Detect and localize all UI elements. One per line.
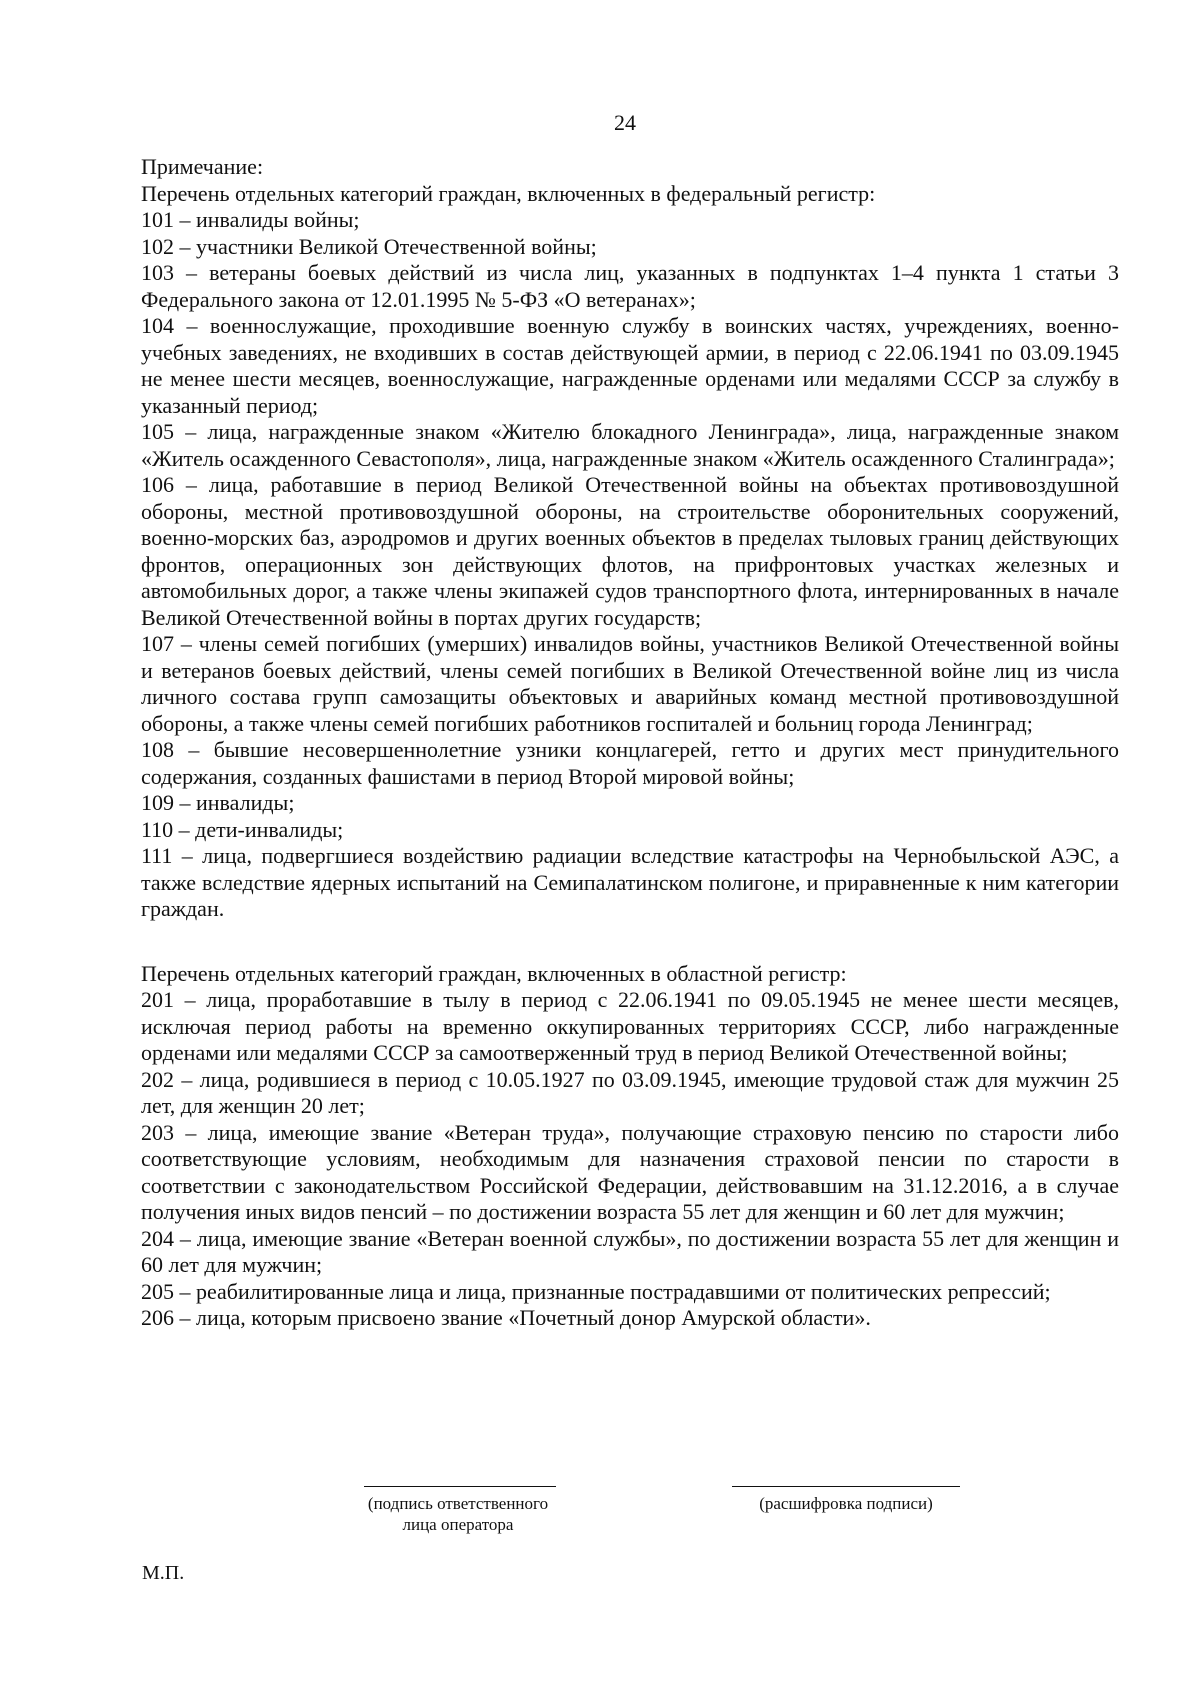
list-item-106: 106 – лица, работавшие в период Великой Отечественной войны на объектах противовоздушной обороны, местной противовоздушной обороны, на строительстве оборонительных сооружений, военно-морских баз, аэродромов и других военных объектов в пределах тыловых границ действующих фронтов, операционных зон действующих флотов, на прифронтовых участках железных и автомобильных дорог, а также члены экипажей судов транспортного флота, интернированных в начале Великой Отечественной войны в портах других государств;: [141, 472, 1119, 630]
list-item-204: 204 – лица, имеющие звание «Ветеран военной службы», по достижении возраста 55 лет для женщин и 60 лет для мужчин;: [141, 1225, 1119, 1277]
page-number: 24: [614, 110, 636, 135]
list-item-203: 203 – лица, имеющие звание «Ветеран труда», получающие страховую пенсию по старости либо соответствующие условиям, необходимым для назначения страховой пенсии по старости в соответствии с законодательством Российской Федерации, действовавшим на 31.12.2016, а в случае получения иных видов пенсий – по достижении возраста 55 лет для женщин и 60 лет для мужчин;: [141, 1119, 1119, 1224]
federal-register-section: [141, 181, 1119, 923]
section-gap: [141, 923, 1119, 961]
signature-field: [344, 1486, 572, 1535]
note-title: Примечание:: [141, 154, 264, 179]
federal-register-heading: Перечень отдельных категорий граждан, включенных в федеральный регистр:: [141, 180, 876, 206]
list-item-206: 206 – лица, которым присвоено звание «Почетный донор Амурской области».: [141, 1305, 871, 1330]
list-item-108: 108 – бывшие несовершеннолетние узники концлагерей, гетто и других мест принудительного содержания, созданных фашистами в период Второй мировой войны;: [141, 737, 1119, 789]
list-item-202: 202 – лица, родившиеся в период с 10.05.1927 по 03.09.1945, имеющие трудовой стаж для мужчин 25 лет, для женщин 20 лет;: [141, 1066, 1119, 1118]
signature-line: [364, 1486, 556, 1487]
signature-transcript-field: [732, 1486, 960, 1514]
list-item-104: 104 – военнослужащие, проходившие военную службу в воинских частях, учреждениях, военно-учебных заведениях, не входивших в состав действующей армии, в период с 22.06.1941 по 03.09.1945 не менее шести месяцев, военнослужащие, награжденные орденами или медалями СССР за службу в указанный период;: [141, 313, 1119, 418]
list-item-105: 105 – лица, награжденные знаком «Жителю блокадного Ленинграда», лица, награжденные знаком «Житель осажденного Севастополя», лица, награжденные знаком «Житель осажденного Сталинграда»;: [141, 419, 1119, 471]
list-item-102: 102 – участники Великой Отечественной войны;: [141, 233, 597, 259]
regional-register-heading: Перечень отдельных категорий граждан, включенных в областной регистр:: [141, 960, 847, 986]
list-item-111: 111 – лица, подвергшиеся воздействию радиации вследствие катастрофы на Чернобыльской АЭС, а также вследствие ядерных испытаний на Семипалатинском полигоне, и приравненные к ним категории граждан.: [141, 843, 1119, 921]
list-item-107: 107 – члены семей погибших (умерших) инвалидов войны, участников Великой Отечественной войны и ветеранов боевых действий, члены семей погибших в Великой Отечественной войне лиц из числа личного состава групп самозащиты объектовых и аварийных команд местной противовоздушной обороны, а также члены семей погибших работников госпиталей и больниц города Ленинград;: [141, 631, 1119, 736]
list-item-101: 101 – инвалиды войны;: [141, 207, 360, 232]
list-item-103: 103 – ветераны боевых действий из числа лиц, указанных в подпунктах 1–4 пункта 1 статьи 3 Федерального закона от 12.01.1995 № 5-ФЗ «О ветеранах»;: [141, 260, 1119, 312]
signature-transcript-line: [732, 1486, 960, 1487]
signature-caption-line1: (подпись ответственного: [367, 1494, 549, 1513]
document-body: [141, 154, 1119, 1332]
stamp-place-label: М.П.: [142, 1562, 185, 1584]
signature-transcript-caption: (расшифровка подписи): [759, 1494, 933, 1513]
list-item-110: 110 – дети-инвалиды;: [141, 816, 344, 842]
list-item-205: 205 – реабилитированные лица и лица, признанные пострадавшими от политических репрессий;: [141, 1278, 1051, 1304]
regional-register-section: [141, 961, 1119, 1332]
signature-caption-line2: лица оператора: [402, 1515, 514, 1534]
list-item-109: 109 – инвалиды;: [141, 790, 295, 815]
list-item-201: 201 – лица, проработавшие в тылу в период с 22.06.1941 по 09.05.1945 не менее шести месяцев, исключая период работы на временно оккупированных территориях СССР, либо награжденные орденами или медалями СССР за самоотверженный труд в период Великой Отечественной войны;: [141, 987, 1119, 1065]
